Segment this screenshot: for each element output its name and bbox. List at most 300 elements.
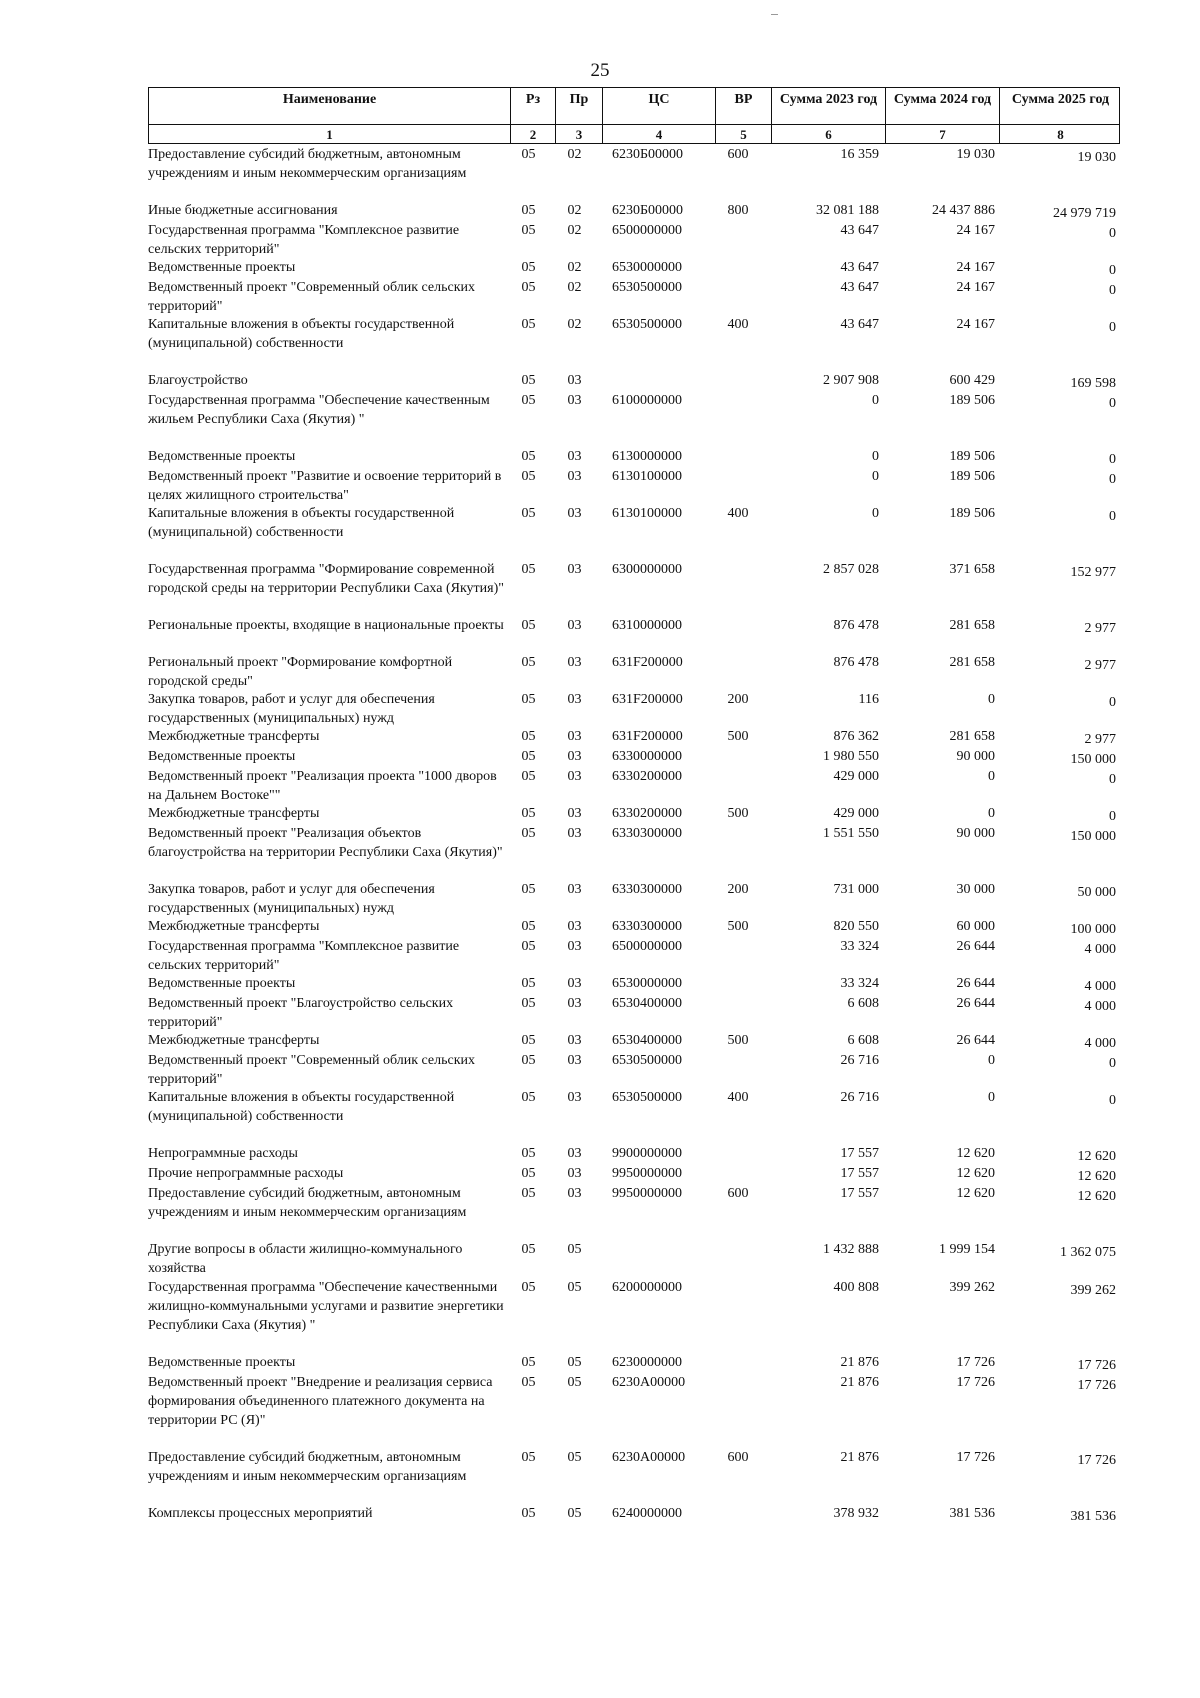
cell-name: Государственная программа "Обеспечение качественными жилищно-коммунальными услугами и развитие энергетики Республики Саха (Якутия) " <box>148 1280 504 1333</box>
cell-s2023: 429 000 <box>833 806 879 821</box>
cell-rz: 05 <box>521 729 536 744</box>
cell-s2024: 281 658 <box>949 655 995 670</box>
table-row <box>148 200 1120 220</box>
cell-s2024: 24 167 <box>956 317 995 332</box>
cell-s2024: 0 <box>988 769 995 784</box>
cell-pr: 03 <box>567 449 582 464</box>
cell-s2023: 21 876 <box>840 1355 879 1370</box>
col-header-name: Наименование <box>149 88 511 124</box>
col-header-pr: Пр <box>556 88 603 124</box>
cell-rz: 05 <box>521 1280 536 1295</box>
cell-rz: 05 <box>521 449 536 464</box>
cell-s2025: 12 620 <box>1077 1149 1116 1164</box>
cell-vr <box>715 615 771 652</box>
cell-cs: 9900000000 <box>612 1146 682 1161</box>
cell-s2025: 169 598 <box>1070 376 1116 391</box>
cell-rz: 05 <box>521 1355 536 1370</box>
cell-cs: 6530500000 <box>612 1090 682 1105</box>
cell-rz: 05 <box>521 393 536 408</box>
table-row <box>148 1087 1120 1143</box>
table-row <box>148 746 1120 766</box>
cell-rz: 05 <box>521 373 536 388</box>
cell-cs: 6530500000 <box>612 1053 682 1068</box>
cell-name: Межбюджетные трансферты <box>148 729 320 744</box>
cell-vr: 400 <box>727 1090 749 1105</box>
cell-vr <box>715 277 771 316</box>
cell-pr: 03 <box>567 1090 582 1105</box>
cell-vr: 200 <box>727 692 749 707</box>
cell-vr <box>715 466 771 505</box>
cell-s2025: 4 000 <box>1084 942 1116 957</box>
cell-s2024: 24 167 <box>956 280 995 295</box>
page-number: 25 <box>590 60 610 81</box>
cell-pr: 03 <box>567 806 582 821</box>
cell-rz: 05 <box>521 882 536 897</box>
cell-s2025: 1 362 075 <box>1060 1245 1116 1260</box>
cell-vr <box>715 559 771 615</box>
cell-s2023: 26 716 <box>840 1053 879 1068</box>
cell-s2025: 0 <box>1109 509 1116 524</box>
cell-vr: 200 <box>727 882 749 897</box>
cell-s2024: 600 429 <box>949 373 995 388</box>
cell-name: Комплексы процессных мероприятий <box>148 1506 373 1521</box>
cell-rz: 05 <box>521 260 536 275</box>
table-row <box>148 390 1120 446</box>
cell-s2025: 399 262 <box>1070 1283 1116 1298</box>
cell-vr <box>715 652 771 691</box>
cell-s2023: 2 907 908 <box>823 373 879 388</box>
cell-vr: 800 <box>727 203 749 218</box>
cell-pr: 03 <box>567 618 582 633</box>
cell-name: Межбюджетные трансферты <box>148 919 320 934</box>
cell-s2023: 17 557 <box>840 1166 879 1181</box>
cell-name: Государственная программа "Комплексное развитие сельских территорий" <box>148 223 460 257</box>
cell-s2024: 189 506 <box>949 469 995 484</box>
cell-vr <box>715 1050 771 1089</box>
cell-s2023: 820 550 <box>833 919 879 934</box>
cell-cs: 9950000000 <box>612 1166 682 1181</box>
cell-rz: 05 <box>521 996 536 1011</box>
cell-s2025: 12 620 <box>1077 1169 1116 1184</box>
cell-cs: 6330300000 <box>612 882 682 897</box>
col-number: 3 <box>556 125 603 143</box>
cell-name: Благоустройство <box>148 373 248 388</box>
col-number: 4 <box>603 125 716 143</box>
cell-s2023: 33 324 <box>840 976 879 991</box>
cell-s2025: 24 979 719 <box>1053 206 1116 221</box>
cell-name: Ведомственный проект "Благоустройство сельских территорий" <box>148 996 454 1030</box>
cell-pr: 02 <box>567 280 582 295</box>
cell-name: Региональный проект "Формирование комфортной городской среды" <box>148 655 453 689</box>
cell-pr: 03 <box>567 976 582 991</box>
cell-name: Предоставление субсидий бюджетным, автономным учреждениям и иным некоммерческим организациям <box>148 147 467 181</box>
table-row <box>148 1503 1120 1533</box>
cell-pr: 02 <box>567 317 582 332</box>
cell-s2024: 0 <box>988 1053 995 1068</box>
table-row <box>148 689 1120 726</box>
cell-name: Закупка товаров, работ и услуг для обеспечения государственных (муниципальных) нужд <box>148 692 435 726</box>
cell-rz: 05 <box>521 280 536 295</box>
cell-pr: 05 <box>567 1450 582 1465</box>
table-row <box>148 1372 1120 1447</box>
cell-s2023: 43 647 <box>840 317 879 332</box>
cell-s2023: 17 557 <box>840 1186 879 1201</box>
cell-s2024: 90 000 <box>956 749 995 764</box>
cell-name: Капитальные вложения в объекты государственной (муниципальной) собственности <box>148 317 455 351</box>
cell-s2025: 4 000 <box>1084 1036 1116 1051</box>
table-row <box>148 277 1120 314</box>
cell-cs: 6530500000 <box>612 280 682 295</box>
cell-cs: 6230000000 <box>612 1355 682 1370</box>
cell-pr: 03 <box>567 1053 582 1068</box>
cell-s2025: 0 <box>1109 1093 1116 1108</box>
cell-pr: 03 <box>567 826 582 841</box>
cell-pr: 03 <box>567 1033 582 1048</box>
table-row <box>148 936 1120 973</box>
cell-s2024: 30 000 <box>956 882 995 897</box>
cell-s2023: 0 <box>872 449 879 464</box>
table-row <box>148 503 1120 559</box>
cell-cs: 6230Б00000 <box>612 203 684 218</box>
cell-s2025: 0 <box>1109 452 1116 467</box>
cell-pr: 02 <box>567 260 582 275</box>
cell-cs: 6330000000 <box>612 749 682 764</box>
cell-s2023: 116 <box>858 692 879 707</box>
cell-s2024: 12 620 <box>956 1186 995 1201</box>
cell-cs: 631F200000 <box>612 655 683 670</box>
cell-pr: 03 <box>567 919 582 934</box>
cell-vr <box>715 766 771 805</box>
cell-s2024: 0 <box>988 1090 995 1105</box>
cell-s2025: 0 <box>1109 1056 1116 1071</box>
cell-name: Ведомственный проект "Реализация объектов благоустройства на территории Республики Саха (Якутия)" <box>148 826 503 860</box>
cell-cs: 9950000000 <box>612 1186 682 1201</box>
cell-s2024: 26 644 <box>956 939 995 954</box>
cell-s2025: 100 000 <box>1070 922 1116 937</box>
col-header-sum2023: Сумма 2023 год <box>772 88 886 124</box>
cell-s2024: 24 167 <box>956 223 995 238</box>
cell-cs: 6530000000 <box>612 260 682 275</box>
cell-s2023: 0 <box>872 469 879 484</box>
cell-s2025: 12 620 <box>1077 1189 1116 1204</box>
cell-name: Ведомственный проект "Реализация проекта "1000 дворов на Дальнем Востоке"" <box>148 769 497 803</box>
cell-s2025: 2 977 <box>1084 732 1116 747</box>
table-row <box>148 1352 1120 1372</box>
cell-s2025: 19 030 <box>1077 150 1116 165</box>
cell-s2024: 381 536 <box>949 1506 995 1521</box>
table-row <box>148 144 1120 200</box>
cell-cs: 6530500000 <box>612 317 682 332</box>
cell-s2023: 6 608 <box>847 1033 879 1048</box>
table-row <box>148 1239 1120 1277</box>
cell-vr: 400 <box>727 506 749 521</box>
table-row <box>148 370 1120 390</box>
cell-name: Закупка товаров, работ и услуг для обеспечения государственных (муниципальных) нужд <box>148 882 435 916</box>
cell-rz: 05 <box>521 147 536 162</box>
table-row <box>148 466 1120 503</box>
cell-s2023: 1 980 550 <box>823 749 879 764</box>
cell-s2024: 24 437 886 <box>932 203 995 218</box>
table-body <box>148 144 1120 1533</box>
cell-cs: 631F200000 <box>612 729 683 744</box>
table-row <box>148 879 1120 916</box>
cell-rz: 05 <box>521 655 536 670</box>
cell-pr: 03 <box>567 655 582 670</box>
cell-rz: 05 <box>521 1166 536 1181</box>
cell-s2023: 26 716 <box>840 1090 879 1105</box>
cell-s2023: 2 857 028 <box>823 562 879 577</box>
cell-s2024: 189 506 <box>949 393 995 408</box>
cell-cs: 631F200000 <box>612 692 683 707</box>
cell-cs: 6230А00000 <box>612 1375 686 1390</box>
cell-s2023: 43 647 <box>840 280 879 295</box>
column-number-row <box>148 125 1120 144</box>
col-number: 8 <box>1057 127 1064 142</box>
table-row <box>148 766 1120 803</box>
cell-rz: 05 <box>521 1375 536 1390</box>
cell-name: Капитальные вложения в объекты государственной (муниципальной) собственности <box>148 1090 455 1124</box>
cell-s2023: 6 608 <box>847 996 879 1011</box>
cell-pr: 03 <box>567 506 582 521</box>
cell-vr: 600 <box>727 1450 749 1465</box>
cell-pr: 03 <box>567 749 582 764</box>
cell-s2025: 17 726 <box>1077 1378 1116 1393</box>
cell-name: Ведомственный проект "Внедрение и реализация сервиса формирования объединенного платежного документа на территории РС (Я)" <box>148 1375 493 1428</box>
cell-s2025: 17 726 <box>1077 1358 1116 1373</box>
cell-s2024: 0 <box>988 692 995 707</box>
cell-s2025: 0 <box>1109 320 1116 335</box>
cell-name: Государственная программа "Обеспечение качественным жильем Республики Саха (Якутия) " <box>148 393 490 427</box>
cell-s2024: 17 726 <box>956 1375 995 1390</box>
cell-name: Региональные проекты, входящие в национальные проекты <box>148 618 504 633</box>
cell-name: Непрограммные расходы <box>148 1146 298 1161</box>
table-row <box>148 1183 1120 1239</box>
cell-vr: 400 <box>727 317 749 332</box>
cell-s2024: 0 <box>988 806 995 821</box>
cell-cs: 6530000000 <box>612 976 682 991</box>
cell-rz: 05 <box>521 976 536 991</box>
cell-rz: 05 <box>521 1090 536 1105</box>
cell-s2023: 876 478 <box>833 618 879 633</box>
table-row <box>148 559 1120 615</box>
cell-vr <box>715 993 771 1032</box>
cell-pr: 02 <box>567 147 582 162</box>
table-row <box>148 1143 1120 1163</box>
cell-s2024: 24 167 <box>956 260 995 275</box>
cell-rz: 05 <box>521 1506 536 1521</box>
cell-pr: 03 <box>567 1166 582 1181</box>
col-header-sum2025: Сумма 2025 год <box>1011 92 1110 107</box>
col-header-cs: ЦС <box>603 88 716 124</box>
cell-rz: 05 <box>521 317 536 332</box>
cell-cs: 6240000000 <box>612 1506 682 1521</box>
cell-rz: 05 <box>521 469 536 484</box>
cell-name: Ведомственные проекты <box>148 749 296 764</box>
cell-pr: 03 <box>567 882 582 897</box>
table-row <box>148 1277 1120 1352</box>
cell-s2025: 4 000 <box>1084 999 1116 1014</box>
cell-s2024: 1 999 154 <box>939 1242 995 1257</box>
cell-pr: 03 <box>567 1186 582 1201</box>
cell-pr: 03 <box>567 393 582 408</box>
cell-s2023: 32 081 188 <box>816 203 879 218</box>
cell-name: Ведомственные проекты <box>148 976 296 991</box>
cell-name: Прочие непрограммные расходы <box>148 1166 344 1181</box>
cell-pr: 05 <box>567 1506 582 1521</box>
cell-cs: 6330200000 <box>612 806 682 821</box>
cell-rz: 05 <box>521 1450 536 1465</box>
cell-s2024: 281 658 <box>949 618 995 633</box>
cell-pr: 05 <box>567 1355 582 1370</box>
cell-name: Предоставление субсидий бюджетным, автономным учреждениям и иным некоммерческим организациям <box>148 1450 467 1484</box>
cell-cs: 6200000000 <box>612 1280 682 1295</box>
cell-s2024: 12 620 <box>956 1166 995 1181</box>
cell-cs: 6330200000 <box>612 769 682 784</box>
col-header-vr: ВР <box>716 88 772 124</box>
col-header-rz: Рз <box>511 88 556 124</box>
cell-rz: 05 <box>521 1242 536 1257</box>
cell-pr: 03 <box>567 769 582 784</box>
cell-cs: 6230А00000 <box>612 1450 686 1465</box>
cell-vr <box>715 390 771 446</box>
cell-s2023: 16 359 <box>840 147 879 162</box>
cell-cs: 6300000000 <box>612 562 682 577</box>
scan-speck <box>771 14 778 15</box>
cell-pr: 02 <box>567 223 582 238</box>
table-row <box>148 220 1120 257</box>
cell-cs: 6310000000 <box>612 618 682 633</box>
cell-pr: 03 <box>567 562 582 577</box>
cell-s2024: 189 506 <box>949 506 995 521</box>
cell-s2025: 50 000 <box>1077 885 1116 900</box>
table-row <box>148 973 1120 993</box>
cell-cs: 6500000000 <box>612 939 682 954</box>
cell-s2023: 378 932 <box>833 1506 879 1521</box>
budget-table <box>148 87 1120 1533</box>
cell-vr <box>715 936 771 975</box>
cell-s2023: 876 478 <box>833 655 879 670</box>
table-row <box>148 615 1120 652</box>
cell-s2024: 17 726 <box>956 1450 995 1465</box>
cell-s2025: 0 <box>1109 809 1116 824</box>
cell-s2025: 150 000 <box>1070 752 1116 767</box>
cell-s2023: 1 432 888 <box>823 1242 879 1257</box>
cell-pr: 03 <box>567 469 582 484</box>
cell-s2025: 0 <box>1109 396 1116 411</box>
table-row <box>148 1030 1120 1050</box>
cell-vr: 500 <box>727 806 749 821</box>
cell-s2023: 17 557 <box>840 1146 879 1161</box>
col-number: 1 <box>149 125 511 143</box>
table-row <box>148 916 1120 936</box>
table-row <box>148 314 1120 370</box>
cell-rz: 05 <box>521 562 536 577</box>
cell-cs: 6500000000 <box>612 223 682 238</box>
cell-vr: 600 <box>727 1186 749 1201</box>
cell-s2024: 19 030 <box>956 147 995 162</box>
table-header <box>148 87 1120 125</box>
cell-s2024: 26 644 <box>956 1033 995 1048</box>
cell-cs <box>602 1239 715 1278</box>
cell-rz: 05 <box>521 618 536 633</box>
cell-rz: 05 <box>521 1146 536 1161</box>
cell-s2024: 189 506 <box>949 449 995 464</box>
cell-s2023: 1 551 550 <box>823 826 879 841</box>
cell-name: Предоставление субсидий бюджетным, автономным учреждениям и иным некоммерческим организациям <box>148 1186 467 1220</box>
cell-s2023: 0 <box>872 393 879 408</box>
cell-name: Ведомственный проект "Современный облик сельских территорий" <box>148 1053 476 1087</box>
table-row <box>148 1447 1120 1503</box>
cell-pr: 05 <box>567 1375 582 1390</box>
cell-rz: 05 <box>521 1053 536 1068</box>
col-number: 5 <box>716 125 772 143</box>
cell-cs: 6330300000 <box>612 919 682 934</box>
table-row <box>148 726 1120 746</box>
table-row <box>148 823 1120 879</box>
cell-vr <box>715 220 771 259</box>
cell-vr <box>715 1277 771 1352</box>
table-row <box>148 1163 1120 1183</box>
cell-vr: 500 <box>727 919 749 934</box>
cell-vr: 500 <box>727 1033 749 1048</box>
cell-s2024: 26 644 <box>956 996 995 1011</box>
cell-pr: 03 <box>567 373 582 388</box>
cell-s2024: 26 644 <box>956 976 995 991</box>
cell-cs: 6100000000 <box>612 393 682 408</box>
cell-cs: 6530400000 <box>612 1033 682 1048</box>
table-row <box>148 446 1120 466</box>
cell-cs: 6130000000 <box>612 449 682 464</box>
cell-name: Ведомственные проекты <box>148 1355 296 1370</box>
cell-s2023: 731 000 <box>833 882 879 897</box>
cell-s2025: 0 <box>1109 472 1116 487</box>
cell-s2025: 2 977 <box>1084 621 1116 636</box>
cell-s2024: 371 658 <box>949 562 995 577</box>
cell-pr: 02 <box>567 203 582 218</box>
cell-vr <box>715 1372 771 1447</box>
cell-rz: 05 <box>521 1033 536 1048</box>
cell-s2023: 33 324 <box>840 939 879 954</box>
cell-s2024: 12 620 <box>956 1146 995 1161</box>
cell-cs: 6530400000 <box>612 996 682 1011</box>
cell-cs: 6230Б00000 <box>612 147 684 162</box>
cell-vr: 600 <box>727 147 749 162</box>
col-number: 2 <box>511 125 556 143</box>
cell-s2024: 399 262 <box>949 1280 995 1295</box>
cell-rz: 05 <box>521 203 536 218</box>
col-header-sum2024: Сумма 2024 год <box>886 88 1000 124</box>
cell-rz: 05 <box>521 223 536 238</box>
cell-pr: 03 <box>567 996 582 1011</box>
cell-s2023: 0 <box>872 506 879 521</box>
cell-name: Государственная программа "Формирование современной городской среды на территории Республики Саха (Якутия)" <box>148 562 504 596</box>
cell-s2025: 152 977 <box>1070 565 1116 580</box>
cell-cs: 6330300000 <box>612 826 682 841</box>
cell-rz: 05 <box>521 806 536 821</box>
cell-vr: 500 <box>727 729 749 744</box>
cell-name: Государственная программа "Комплексное развитие сельских территорий" <box>148 939 460 973</box>
cell-s2023: 43 647 <box>840 260 879 275</box>
cell-rz: 05 <box>521 1186 536 1201</box>
col-number: 6 <box>772 125 886 143</box>
cell-s2025: 2 977 <box>1084 658 1116 673</box>
cell-s2024: 90 000 <box>956 826 995 841</box>
cell-vr <box>715 823 771 879</box>
table-row <box>148 257 1120 277</box>
cell-s2025: 0 <box>1109 263 1116 278</box>
cell-rz: 05 <box>521 692 536 707</box>
cell-s2025: 381 536 <box>1070 1509 1116 1524</box>
